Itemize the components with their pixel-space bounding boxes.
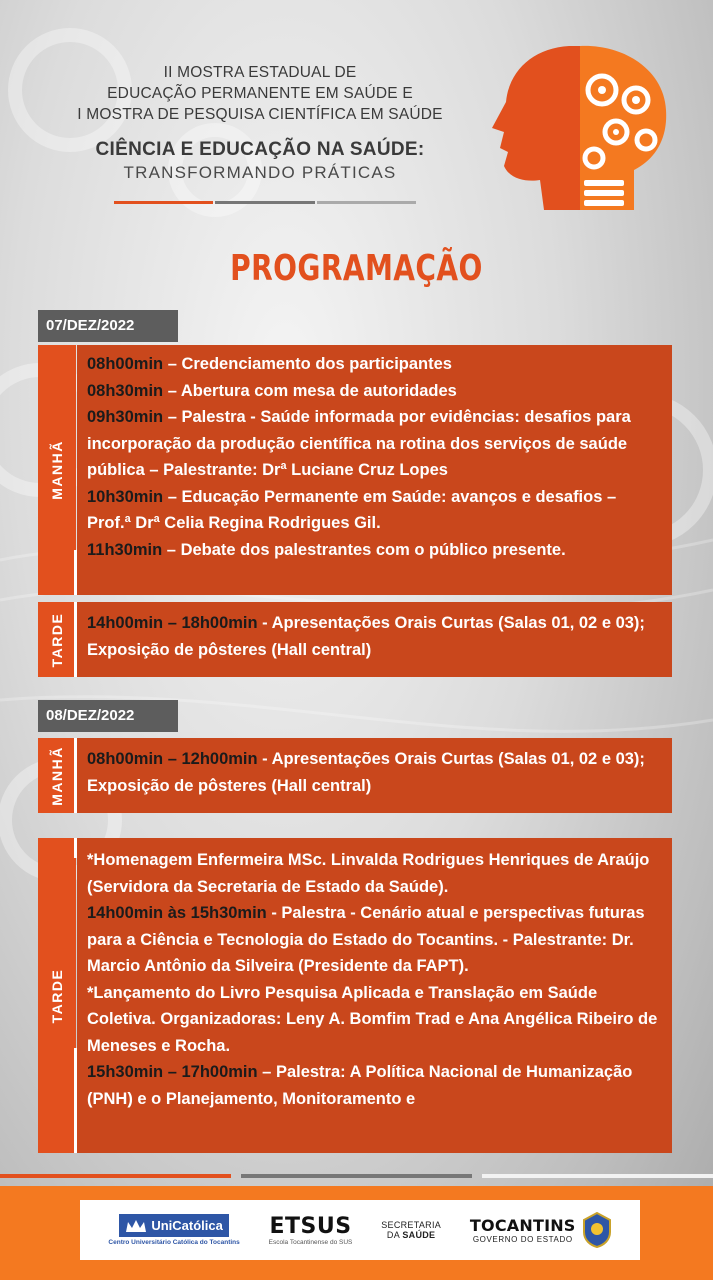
schedule-item: 14h00min às 15h30min - Palestra - Cenário atual e perspectivas futuras para a Ciência e Tecnologia do Estado do Tocantins. - Palestrante: Dr. Marcio Antônio da Silveira (Presidente da FAPT). bbox=[87, 904, 645, 975]
schedule-item: 08h30min – Abertura com mesa de autoridades bbox=[87, 381, 457, 400]
secretaria-saude-logo: SECRETARIA DA SAÚDE bbox=[381, 1220, 442, 1240]
footer-divider bbox=[0, 1174, 713, 1178]
day2-manha-side bbox=[38, 738, 76, 813]
event-title-line3: I MOSTRA DE PESQUISA CIENTÍFICA EM SAÚDE bbox=[77, 106, 443, 123]
schedule-item: 10h30min – Educação Permanente em Saúde: avanços e desafios – Prof.ª Drª Celia Regina Rodrigues Gil. bbox=[87, 487, 617, 532]
day1-manha-schedule bbox=[77, 345, 672, 595]
event-header bbox=[40, 62, 480, 183]
brain-gears-head-icon bbox=[484, 40, 689, 215]
etsus-logo: ETSUS Escola Tocantinense do SUS bbox=[268, 1214, 353, 1246]
schedule-item: 15h30min – 17h00min – Palestra: A Política Nacional de Humanização (PNH) e o Planejamento, Monitoramento e bbox=[87, 1063, 633, 1108]
day1-tarde-side bbox=[38, 602, 76, 677]
day1-manha-label: MANHÃ bbox=[49, 440, 65, 500]
theme-divider bbox=[114, 201, 418, 204]
footer bbox=[0, 1186, 713, 1280]
governo-tocantins-logo: TOCANTINS GOVERNO DO ESTADO bbox=[470, 1212, 612, 1248]
schedule-item: 14h00min – 18h00min - Apresentações Orais Curtas (Salas 01, 02 e 03); Exposição de pôsteres (Hall central) bbox=[87, 614, 645, 659]
day2-tarde-label: TARDE bbox=[49, 968, 65, 1023]
day2-manha-label: MANHÃ bbox=[49, 745, 65, 806]
day2-manha-schedule bbox=[77, 738, 672, 813]
unicatolica-logo: UniCatólica Centro Universitário Católica do Tocantins bbox=[108, 1214, 239, 1246]
theme-subtitle: TRANSFORMANDO PRÁTICAS bbox=[123, 163, 397, 182]
programacao-title: PROGRAMAÇÃO bbox=[230, 248, 483, 289]
day1-tarde-label: TARDE bbox=[49, 612, 65, 667]
day1-manha-side bbox=[38, 345, 76, 595]
event-title-line2: EDUCAÇÃO PERMANENTE EM SAÚDE E bbox=[107, 85, 413, 102]
day1-date-tab: 07/DEZ/2022 bbox=[38, 310, 178, 342]
schedule-item: 08h00min – 12h00min - Apresentações Orais Curtas (Salas 01, 02 e 03); Exposição de pôsteres (Hall central) bbox=[87, 750, 645, 795]
day2-tarde-schedule bbox=[77, 838, 672, 1153]
state-coat-of-arms-icon bbox=[582, 1212, 612, 1248]
schedule-item: 09h30min – Palestra - Saúde informada por evidências: desafios para incorporação da produção científica na rotina dos serviços de saúde pública – Palestrante: Drª Luciane Cruz Lopes bbox=[87, 408, 631, 479]
partner-logos bbox=[80, 1200, 640, 1260]
schedule-item: 08h00min – Credenciamento dos participantes bbox=[87, 355, 452, 373]
theme-title: CIÊNCIA E EDUCAÇÃO NA SAÚDE: bbox=[95, 139, 425, 160]
event-title-line1: II MOSTRA ESTADUAL DE bbox=[163, 64, 357, 81]
schedule-item: *Lançamento do Livro Pesquisa Aplicada e Translação em Saúde Coletiva. Organizadoras: Leny A. Bomfim Trad e Ana Angélica Ribeiro de Meneses e Rocha. bbox=[87, 983, 658, 1055]
schedule-item: *Homenagem Enfermeira MSc. Linvalda Rodrigues Henriques de Araújo (Servidora da Secretaria de Estado da Saúde). bbox=[87, 851, 650, 896]
day2-tarde-side bbox=[38, 838, 76, 1153]
day1-tarde-schedule bbox=[77, 602, 672, 677]
day2-date-tab: 08/DEZ/2022 bbox=[38, 700, 178, 732]
schedule-item: 11h30min – Debate dos palestrantes com o público presente. bbox=[87, 540, 566, 559]
crown-icon bbox=[125, 1219, 147, 1233]
